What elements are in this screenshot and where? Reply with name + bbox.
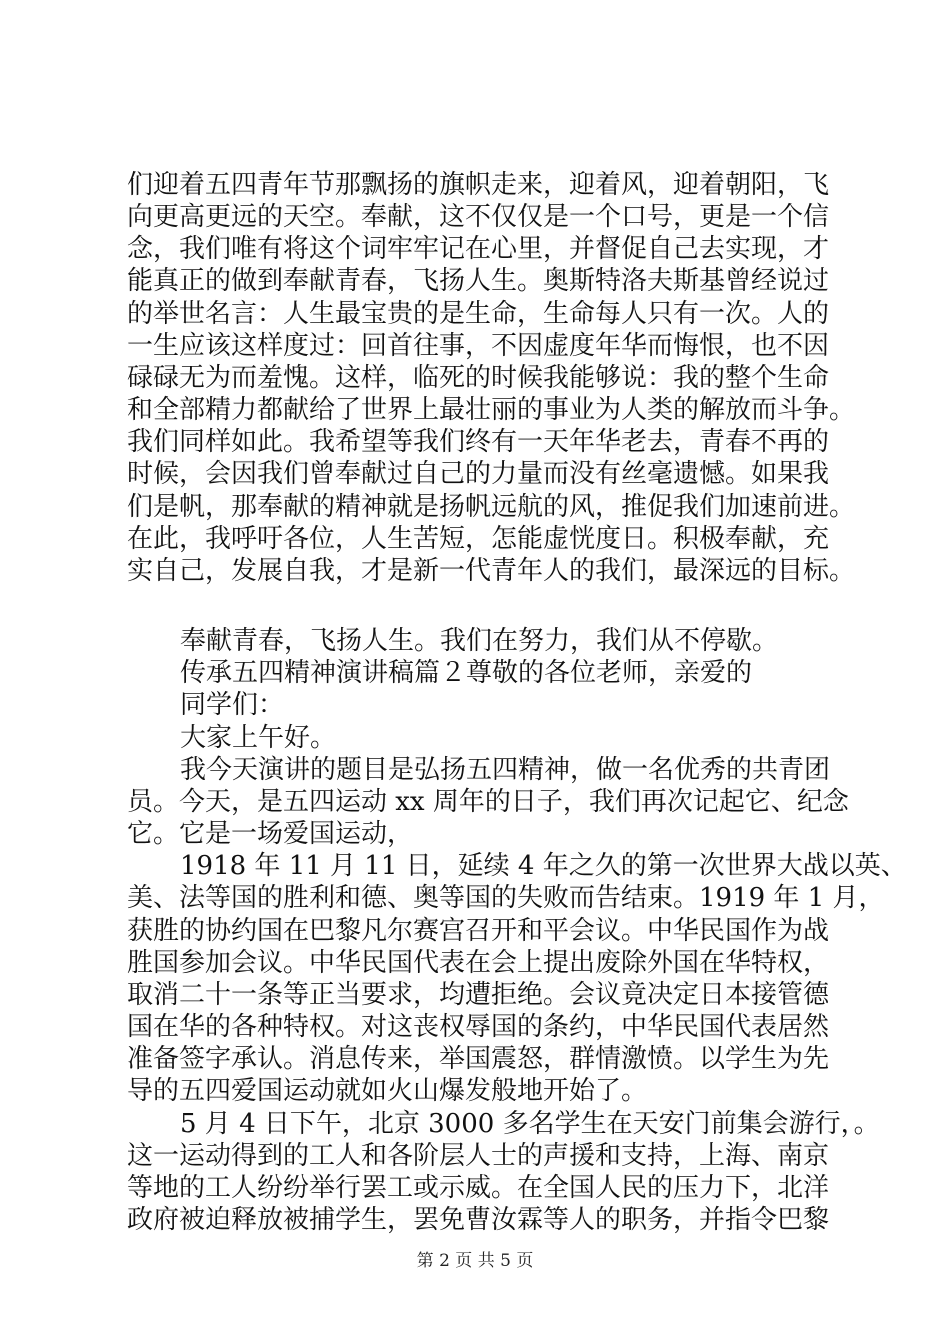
text-line: 们是帆，那奉献的精神就是扬帆远航的风，推促我们加速前进。 bbox=[127, 492, 856, 522]
text-line: 们迎着五四青年节那飘扬的旗帜走来，迎着风，迎着朝阳，飞 bbox=[127, 170, 830, 200]
text-line: 1918 年 11 月 11 日，延续 4 年之久的第一次世界大战以英、 bbox=[180, 851, 907, 881]
text-line: 实自己，发展自我，才是新一代青年人的我们，最深远的目标。 bbox=[127, 556, 856, 586]
text-line: 取消二十一条等正当要求，均遭拒绝。会议竟决定日本接管德 bbox=[127, 980, 830, 1010]
text-line: 我们同样如此。我希望等我们终有一天年华老去，青春不再的 bbox=[127, 427, 830, 457]
text-line: 的举世名言：人生最宝贵的是生命，生命每人只有一次。人的 bbox=[127, 299, 830, 329]
text-line: 时候，会因我们曾奉献过自己的力量而没有丝毫遗憾。如果我 bbox=[127, 459, 830, 489]
text-line: 政府被迫释放被捕学生，罢免曹汝霖等人的职务，并指令巴黎 bbox=[127, 1205, 830, 1235]
text-line: 获胜的协约国在巴黎凡尔赛宫召开和平会议。中华民国作为战 bbox=[127, 916, 830, 946]
text-line: 国在华的各种特权。对这丧权辱国的条约，中华民国代表居然 bbox=[127, 1012, 830, 1042]
text-line: 一生应该这样度过：回首往事，不因虚度年华而悔恨，也不因 bbox=[127, 331, 830, 361]
text-line: 我今天演讲的题目是弘扬五四精神，做一名优秀的共青团 bbox=[180, 755, 831, 785]
text-line: 胜国参加会议。中华民国代表在会上提出废除外国在华特权， bbox=[127, 948, 830, 978]
text-line: 它。它是一场爱国运动， bbox=[127, 819, 414, 849]
greeting: 大家上午好。 bbox=[180, 723, 337, 753]
section-heading: 传承五四精神演讲稿篇２尊敬的各位老师，亲爱的 bbox=[180, 658, 753, 688]
text-line: 碌碌无为而羞愧。这样，临死的时候我能够说：我的整个生命 bbox=[127, 363, 830, 393]
text-line: 等地的工人纷纷举行罢工或示威。在全国人民的压力下，北洋 bbox=[127, 1173, 830, 1203]
text-line: 美、法等国的胜利和德、奥等国的失败而告结束。1919 年 1 月， bbox=[127, 883, 885, 913]
text-line: 和全部精力都献给了世界上最壮丽的事业为人类的解放而斗争。 bbox=[127, 395, 856, 425]
text-line: 员。今天，是五四运动 xx 周年的日子，我们再次记起它、纪念 bbox=[127, 787, 849, 817]
text-line: 这一运动得到的工人和各阶层人士的声援和支持，上海、南京 bbox=[127, 1141, 830, 1171]
text-line: 在此，我呼吁各位，人生苦短，怎能虚恍度日。积极奉献，充 bbox=[127, 524, 830, 554]
text-line: 能真正的做到奉献青春，飞扬人生。奥斯特洛夫斯基曾经说过 bbox=[127, 266, 830, 296]
text-line: 5 月 4 日下午，北京 3000 多名学生在天安门前集会游行，。 bbox=[180, 1109, 880, 1139]
text-line: 准备签字承认。消息传来，举国震怒，群情激愤。以学生为先 bbox=[127, 1044, 830, 1074]
page-footer: 第 2 页 共 5 页 bbox=[416, 1251, 534, 1271]
text-line: 向更高更远的天空。奉献，这不仅仅是一个口号，更是一个信 bbox=[127, 202, 830, 232]
text-line: 奉献青春，飞扬人生。我们在努力，我们从不停歇。 bbox=[180, 626, 779, 656]
text-line: 导的五四爱国运动就如火山爆发般地开始了。 bbox=[127, 1076, 648, 1106]
text-line: 念，我们唯有将这个词牢牢记在心里，并督促自己去实现，才 bbox=[127, 234, 830, 264]
salutation: 同学们： bbox=[180, 690, 285, 720]
